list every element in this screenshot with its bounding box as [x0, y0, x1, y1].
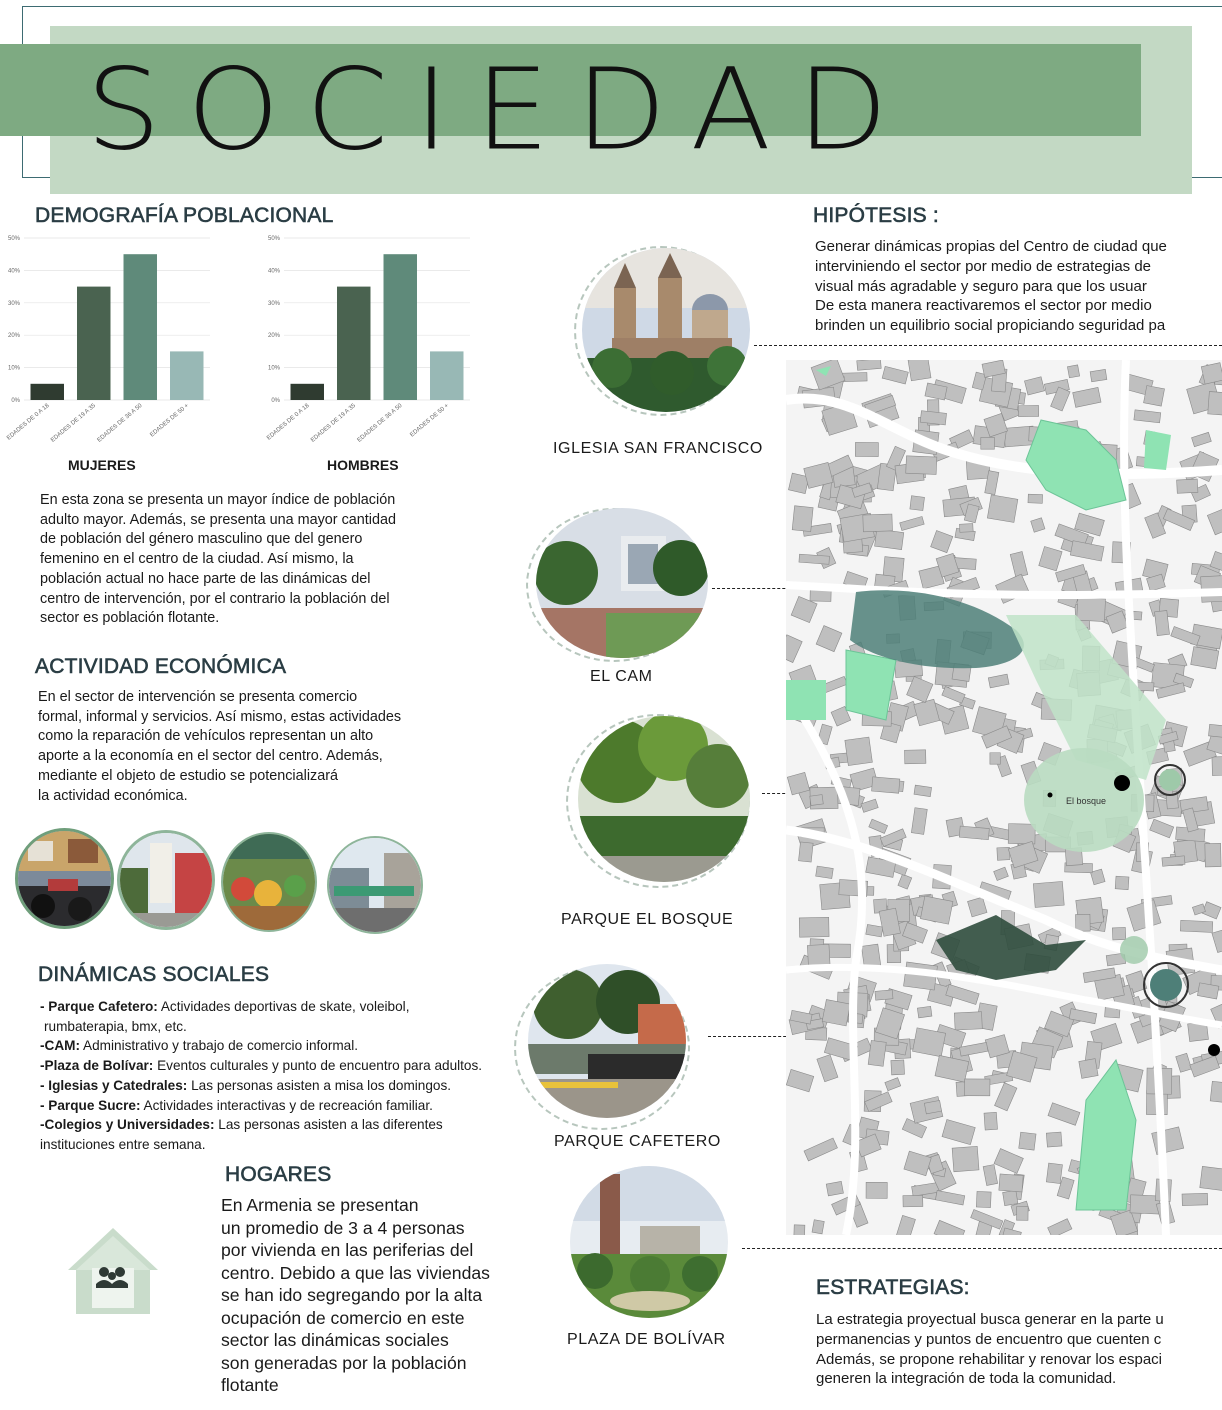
dinamicas-item-text: Las personas asisten a misa los domingos. [187, 1077, 452, 1093]
actividad-line: mediante el objeto de estudio se potencializará [38, 767, 339, 784]
demografia-line: En esta zona se presenta un mayor índice de población [40, 492, 396, 508]
dinamicas-item [40, 997, 500, 1017]
demografia-line: centro de intervención, por el contrario la población del [40, 590, 390, 607]
place-name: IGLESIA SAN FRANCISCO [553, 440, 763, 457]
map-block [1019, 1132, 1036, 1150]
dinamicas-item [40, 1076, 500, 1096]
mujeres-ytick: 50% [7, 236, 20, 242]
mujeres-xtick: EDADES DE 36 A 50 [96, 402, 144, 444]
place-photo-bolivar [570, 1166, 728, 1318]
demografia-line: población actual no hace parte de las dinámicas del [40, 570, 371, 587]
map-block [906, 456, 937, 475]
connector-line [754, 345, 1222, 346]
map-block [1210, 1081, 1222, 1103]
dinamicas-item-text: Actividades interactivas y de recreación familiar. [140, 1097, 433, 1113]
map-block [794, 1225, 805, 1235]
hipotesis-heading: HIPÓTESIS : [813, 204, 939, 227]
map-block [984, 1112, 998, 1130]
map-block [872, 777, 900, 793]
map-block [952, 1146, 979, 1171]
map-block [1046, 1163, 1062, 1184]
map-block [1177, 479, 1198, 493]
hipotesis-line: Generar dinámicas propias del Centro de ciudad que [815, 238, 1167, 255]
hogares-line: ocupación de comercio en este [221, 1307, 465, 1328]
place-photo-iglesia [582, 248, 750, 412]
hogares-heading: HOGARES [225, 1163, 332, 1186]
city-map [786, 360, 1222, 1235]
demografia-heading: DEMOGRAFÍA POBLACIONAL [35, 204, 334, 227]
dinamicas-item-lead: -Plaza de Bolívar: [40, 1058, 154, 1074]
hogares-line: En Armenia se presentan [221, 1195, 419, 1215]
mujeres-ytick: 10% [7, 365, 20, 372]
dinamicas-item-cont: rumbaterapia, bmx, etc. [44, 1018, 187, 1034]
map-block [810, 795, 824, 806]
page-title: SOCIEDAD [86, 44, 914, 176]
hombres-bar [384, 254, 417, 400]
map-block [1112, 927, 1126, 940]
map-block [1180, 920, 1212, 932]
map-block [959, 826, 989, 840]
hipotesis-line: De esta manera reactivaremos el sector por medio [815, 297, 1152, 315]
place-photo-cafetero [528, 964, 686, 1118]
map-block [905, 750, 926, 764]
map-block [1046, 1132, 1062, 1147]
demografia-line: de población del género masculino que del genero [40, 531, 363, 548]
connector-line [742, 1248, 1222, 1249]
estrategias-line: Además, se propone rehabilitar y renovar los espaci [816, 1350, 1163, 1368]
map-block [917, 1006, 932, 1018]
place-photo-cam [536, 508, 708, 658]
map-block [1212, 756, 1222, 775]
map-block [920, 411, 946, 425]
map-block [1003, 1190, 1018, 1205]
mujeres-xtick: EDADES DE 0 A 18 [6, 402, 51, 442]
hombres-ytick: 40% [267, 268, 280, 275]
mujeres-bar [124, 254, 157, 400]
actividad-line: En el sector de intervención se presenta comercio [38, 689, 358, 705]
hombres-bar [291, 384, 324, 400]
map-block [1144, 386, 1165, 407]
dinamicas-item-lead: - Parque Sucre: [40, 1097, 141, 1113]
dinamicas-item-cont: instituciones entre semana. [40, 1136, 206, 1152]
actividad-line: formal, informal y servicios. Así mismo, estas actividades [38, 708, 402, 725]
map-block [1182, 1193, 1208, 1205]
map-block [891, 1060, 905, 1075]
hombres-ytick: 20% [267, 333, 280, 340]
hipotesis-paragraph [815, 237, 1167, 336]
map-block [1205, 843, 1221, 867]
actividad-line: aporte a la economía en el sector del centro. Además, [38, 748, 383, 765]
map-block [857, 360, 881, 370]
actividad-paragraph [38, 688, 401, 806]
hogares-line: por vivienda en las periferias del [221, 1240, 474, 1260]
map-block [875, 990, 893, 1000]
mujeres-ytick: 40% [7, 268, 20, 275]
mujeres-xtick: EDADES DE 19 A 35 [49, 402, 98, 444]
demografia-line: femenino en el centro de la ciudad. Así mismo, la [40, 551, 354, 568]
map-block [799, 917, 829, 937]
hombres-ytick: 0% [271, 398, 280, 404]
map-block [990, 753, 1000, 764]
estrategias-line: La estrategia proyectual busca generar en la parte u [816, 1311, 1164, 1328]
hogares-line: centro. Debido a que las viviendas [221, 1262, 490, 1283]
dinamicas-item-text: Actividades deportivas de skate, voleibol, [157, 999, 410, 1014]
actividad-line: la actividad económica. [38, 787, 188, 804]
dinamicas-item [40, 1036, 500, 1056]
demografia-line: sector es población flotante. [40, 610, 220, 627]
map-block [1090, 369, 1107, 381]
map-block [965, 1079, 990, 1096]
map-block [866, 1182, 887, 1198]
map-block [959, 524, 973, 533]
dinamicas-list [40, 997, 500, 1155]
hogares-line: sector las dinámicas sociales [221, 1330, 449, 1350]
map-block [799, 842, 814, 862]
demografia-line: adulto mayor. Además, se presenta una mayor cantidad [40, 511, 396, 528]
map-block [1115, 876, 1129, 889]
map-block [908, 360, 931, 381]
map-block [1017, 1207, 1029, 1221]
map-block [845, 737, 873, 766]
hombres-ytick: 50% [267, 236, 280, 242]
estrategias-line: generen la integración de toda la comunidad. [816, 1370, 1117, 1388]
hombres-ytick: 10% [267, 365, 280, 372]
hipotesis-line: interviniendo el sector por medio de estrategias de [815, 257, 1152, 275]
actividad-line: como la reparación de vehículos representan un alto [38, 728, 374, 745]
mujeres-ytick: 30% [7, 300, 20, 307]
dinamicas-item-text: Administrativo y trabajo de comercio informal. [80, 1038, 359, 1054]
map-block [954, 1012, 982, 1030]
dinamicas-item [40, 1056, 500, 1076]
map-block [1201, 363, 1222, 384]
map-block [1077, 598, 1106, 622]
map-block [855, 442, 878, 456]
map-block [799, 554, 830, 564]
map-block [816, 866, 834, 879]
place-name: PARQUE EL BOSQUE [561, 911, 734, 928]
place-name: EL CAM [590, 668, 653, 685]
estrategias-paragraph [816, 1310, 1164, 1389]
mujeres-ytick: 20% [7, 333, 20, 340]
dinamicas-item-text: Eventos culturales y punto de encuentro para adultos. [153, 1058, 483, 1074]
map-block [1155, 610, 1170, 635]
hogares-line: se han ido segregando por la alta [221, 1285, 483, 1305]
map-block [822, 999, 850, 1025]
map-block [1076, 914, 1091, 931]
place-photo-bosque [578, 716, 750, 882]
estrategias-line: permanencias y puntos de encuentro que cuenten c [816, 1330, 1162, 1348]
place-name: PLAZA DE BOLÍVAR [567, 1331, 726, 1348]
map-block [910, 496, 925, 511]
house-people-icon [66, 1226, 160, 1316]
dinamicas-item-lead: - Iglesias y Catedrales: [40, 1077, 188, 1093]
map-label-bosque: El bosque [1066, 796, 1107, 806]
mujeres-xtick: EDADES DE 50 + [149, 402, 191, 439]
map-block [1067, 365, 1079, 378]
map-block [1008, 824, 1035, 844]
hipotesis-line: visual más agradable y seguro para que los usuar [815, 277, 1147, 295]
map-block [792, 506, 813, 532]
map-block [826, 1181, 843, 1195]
map-block [1162, 856, 1185, 866]
map-block [903, 1195, 923, 1207]
map-block [976, 1191, 991, 1207]
dinamicas-item-lead: -Colegios y Universidades: [40, 1117, 215, 1133]
map-block [999, 1174, 1023, 1192]
hombres-xtick: EDADES DE 50 + [409, 402, 451, 439]
dinamicas-item [40, 1096, 500, 1116]
hombres-bar [430, 351, 463, 400]
hogares-paragraph [221, 1194, 521, 1397]
activity-photo-street-shops [117, 830, 215, 930]
dinamicas-item-lead: - Parque Cafetero: [40, 999, 158, 1014]
hombres-xtick: EDADES DE 0 A 18 [266, 402, 311, 442]
map-block [987, 495, 1017, 523]
hombres-xtick: EDADES DE 19 A 35 [309, 402, 358, 444]
map-block [914, 785, 932, 796]
mujeres-ytick: 0% [11, 398, 20, 404]
mujeres-bar [31, 384, 64, 400]
map-block [1200, 1166, 1222, 1191]
dinamicas-item-text: Las personas asisten a las diferentes [214, 1117, 443, 1133]
map-block [875, 529, 904, 550]
hombres-xtick: EDADES DE 36 A 50 [356, 402, 404, 444]
map-block [981, 437, 995, 449]
hombres-bar [337, 287, 370, 400]
map-block [812, 1220, 824, 1234]
city-map-drawing [786, 360, 1222, 1235]
map-block [863, 514, 893, 532]
map-block [913, 1028, 946, 1057]
mujeres-bar [170, 351, 203, 400]
estrategias-heading: ESTRATEGIAS: [816, 1276, 970, 1299]
map-block [1018, 405, 1038, 416]
map-block [1208, 391, 1222, 416]
chart-mujeres-label: MUJERES [68, 457, 136, 473]
activity-photo-street-vendors [327, 836, 423, 934]
chart-hombres [260, 228, 490, 458]
activity-photo-motorcycles [15, 828, 114, 929]
hipotesis-line: brinden un equilibrio social propiciando seguridad pa [815, 317, 1166, 335]
dinamicas-item-lead: -CAM: [40, 1038, 81, 1054]
chart-mujeres [0, 228, 230, 458]
map-block [1079, 1059, 1098, 1079]
demografia-paragraph [40, 491, 396, 629]
actividad-heading: ACTIVIDAD ECONÓMICA [35, 655, 287, 678]
dinamicas-item [40, 1115, 500, 1135]
hogares-line: un promedio de 3 a 4 personas [221, 1217, 465, 1238]
map-block [1033, 881, 1064, 907]
hogares-line: flotante [221, 1375, 279, 1395]
map-block [1028, 494, 1043, 503]
map-block [868, 1040, 886, 1066]
activity-photo-market [221, 832, 317, 932]
hogares-line: son generadas por la población [221, 1352, 467, 1373]
mujeres-bar [77, 287, 110, 400]
place-name: PARQUE CAFETERO [554, 1133, 721, 1150]
hombres-ytick: 30% [267, 300, 280, 307]
dinamicas-heading: DINÁMICAS SOCIALES [38, 963, 270, 986]
chart-hombres-label: HOMBRES [327, 457, 399, 473]
